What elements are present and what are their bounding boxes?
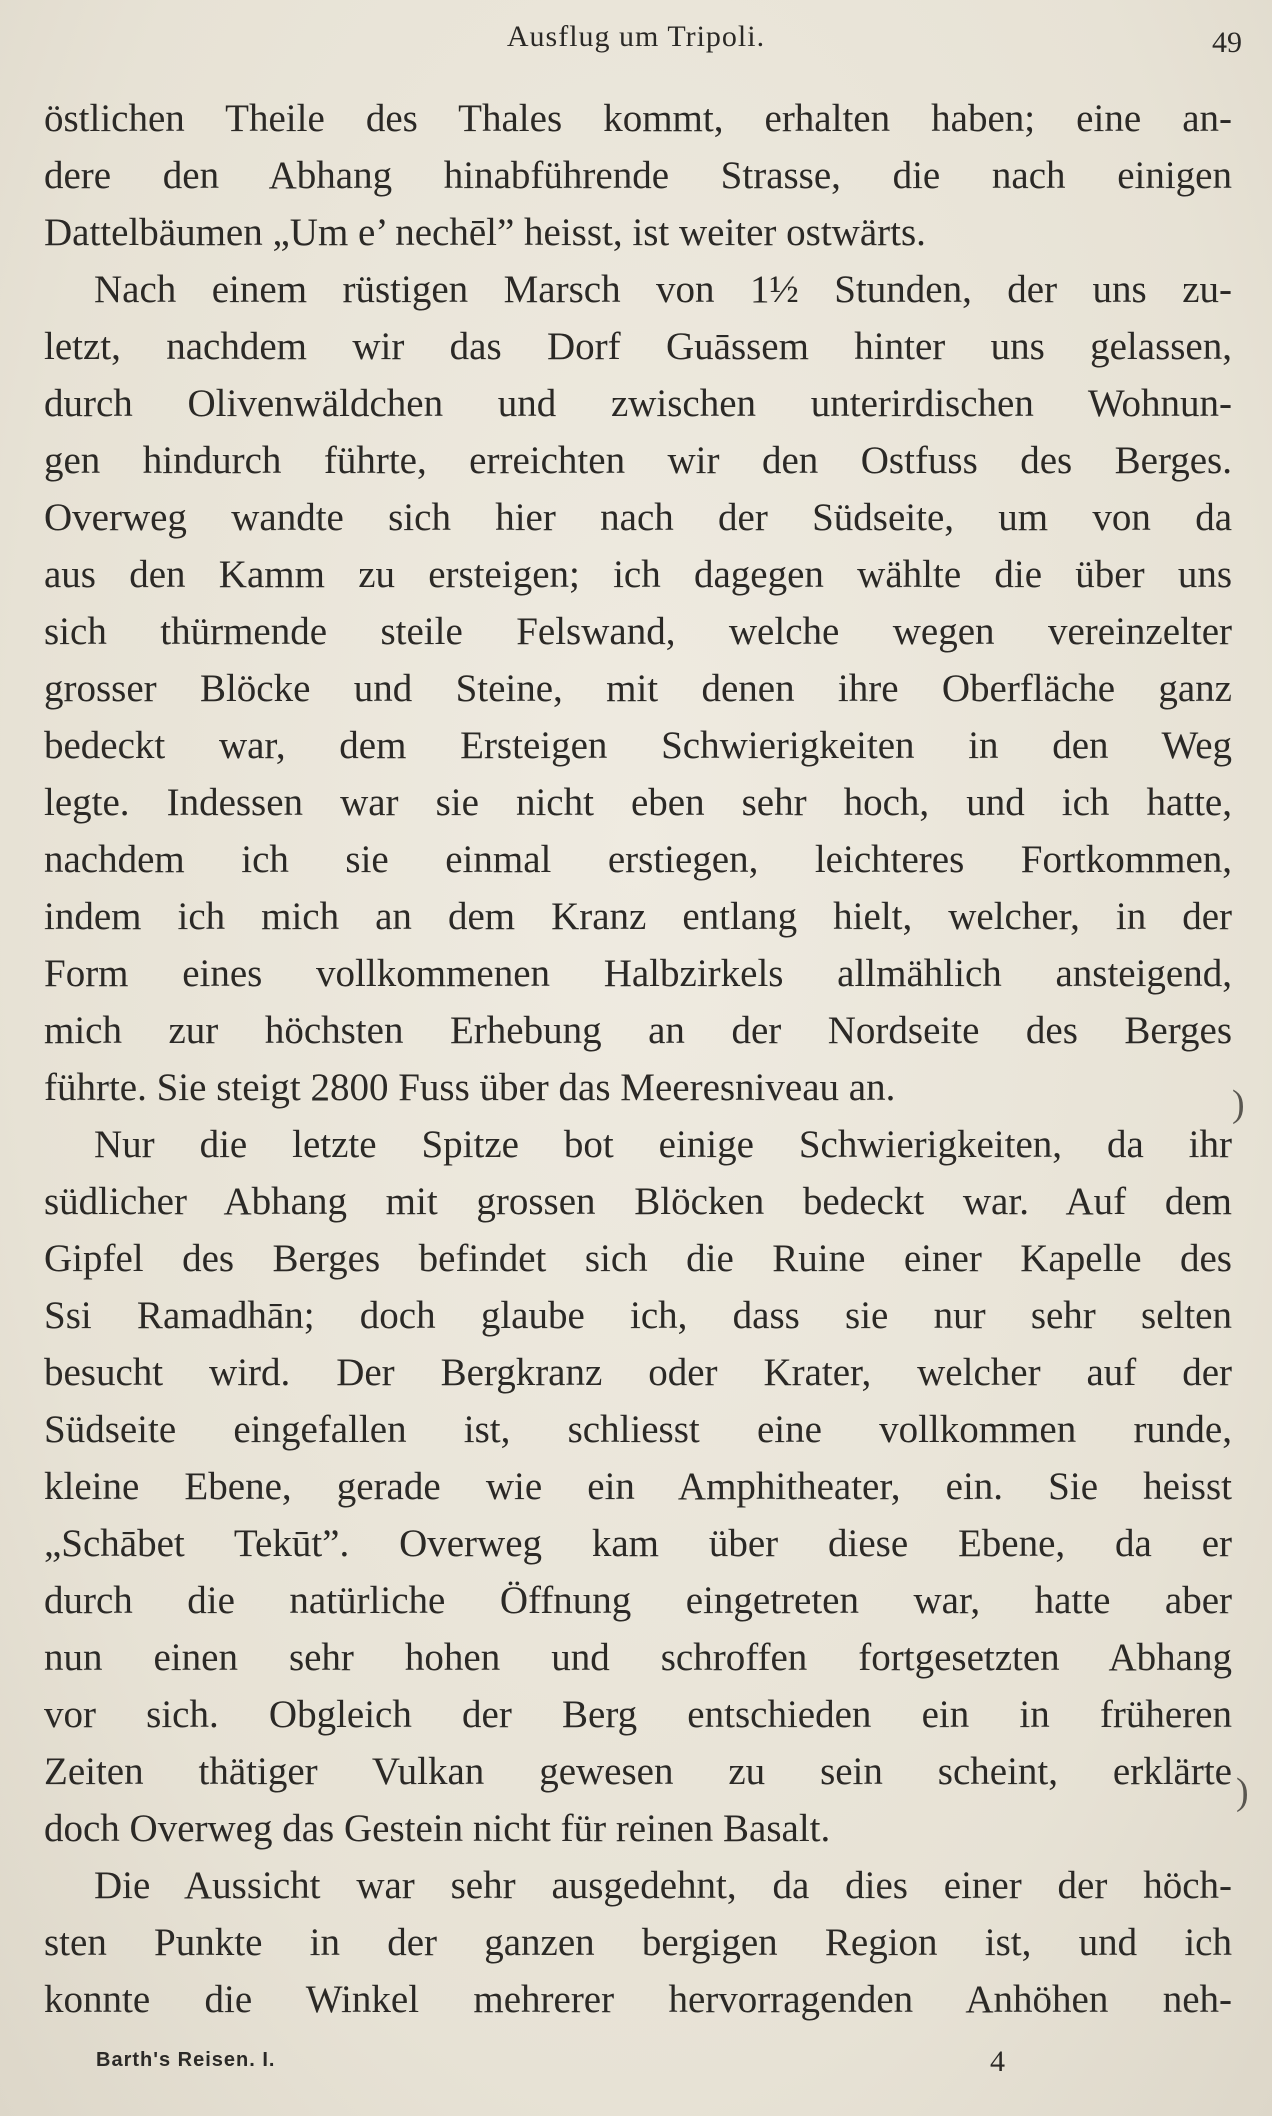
text-line: Zeiten thätiger Vulkan gewesen zu sein scheint, erklärte (44, 1750, 1232, 1793)
paragraph-start-line: Nach einem rüstigen Marsch von 1½ Stunden, der uns zu- (94, 268, 1232, 311)
text-line: südlicher Abhang mit grossen Blöcken bedeckt war. Auf dem (44, 1180, 1232, 1223)
text-line: Ssi Ramadhān; doch glaube ich, dass sie nur sehr selten (44, 1294, 1232, 1337)
margin-pencil-mark: ) (1236, 1771, 1249, 1813)
text-line: besucht wird. Der Bergkranz oder Krater, welcher auf der (44, 1351, 1232, 1394)
text-line: „Schābet Tekūt”. Overweg kam über diese Ebene, da er (44, 1522, 1232, 1565)
text-line: durch Olivenwäldchen und zwischen unterirdischen Wohnun- (44, 382, 1232, 425)
text-line: Dattelbäumen „Um e’ nechēl” heisst, ist weiter ostwärts. (44, 211, 926, 254)
sheet-number: 4 (990, 2045, 1005, 2078)
text-line: vor sich. Obgleich der Berg entschieden ein in früheren (44, 1693, 1232, 1736)
text-line: grosser Blöcke und Steine, mit denen ihre Oberfläche ganz (44, 667, 1232, 710)
printer-signature: Barth's Reisen. I. (96, 2049, 276, 2071)
text-line: Gipfel des Berges befindet sich die Ruine einer Kapelle des (44, 1237, 1232, 1280)
text-line: Südseite eingefallen ist, schliesst eine vollkommen runde, (44, 1408, 1232, 1451)
text-line: doch Overweg das Gestein nicht für reinen Basalt. (44, 1807, 831, 1850)
page-number: 49 (1212, 26, 1242, 59)
text-line: dere den Abhang hinabführende Strasse, die nach einigen (44, 154, 1232, 197)
text-line: nachdem ich sie einmal erstiegen, leichteres Fortkommen, (44, 838, 1232, 881)
text-line: gen hindurch führte, erreichten wir den Ostfuss des Berges. (44, 439, 1232, 482)
paragraph-start-line: Die Aussicht war sehr ausgedehnt, da dies einer der höch- (94, 1864, 1232, 1907)
text-line: durch die natürliche Öffnung eingetreten war, hatte aber (44, 1579, 1232, 1622)
text-line: nun einen sehr hohen und schroffen fortgesetzten Abhang (44, 1636, 1232, 1679)
text-line: sich thürmende steile Felswand, welche wegen vereinzelter (44, 610, 1232, 653)
paragraph-start-line: Nur die letzte Spitze bot einige Schwierigkeiten, da ihr (94, 1123, 1232, 1166)
text-line: östlichen Theile des Thales kommt, erhalten haben; eine an- (44, 97, 1232, 140)
page-footer (0, 2045, 1272, 2085)
text-line: kleine Ebene, gerade wie ein Amphitheater, ein. Sie heisst (44, 1465, 1232, 1508)
margin-pencil-mark: ) (1232, 1083, 1245, 1125)
text-line: Overweg wandte sich hier nach der Südseite, um von da (44, 496, 1232, 539)
text-line: aus den Kamm zu ersteigen; ich dagegen wählte die über uns (44, 553, 1232, 596)
text-line: führte. Sie steigt 2800 Fuss über das Meeresniveau an. (44, 1066, 896, 1109)
text-line: bedeckt war, dem Ersteigen Schwierigkeiten in den Weg (44, 724, 1232, 767)
body-text (44, 90, 1232, 2028)
text-line: indem ich mich an dem Kranz entlang hielt, welcher, in der (44, 895, 1232, 938)
page-header (0, 20, 1272, 60)
text-line: legte. Indessen war sie nicht eben sehr hoch, und ich hatte, (44, 781, 1232, 824)
text-line: mich zur höchsten Erhebung an der Nordseite des Berges (44, 1009, 1232, 1052)
text-line: letzt, nachdem wir das Dorf Guāssem hinter uns gelassen, (44, 325, 1232, 368)
text-line: konnte die Winkel mehrerer hervorragenden Anhöhen neh- (44, 1978, 1232, 2021)
text-line: sten Punkte in der ganzen bergigen Region ist, und ich (44, 1921, 1232, 1964)
running-title: Ausflug um Tripoli. (506, 20, 766, 53)
text-line: Form eines vollkommenen Halbzirkels allmählich ansteigend, (44, 952, 1232, 995)
